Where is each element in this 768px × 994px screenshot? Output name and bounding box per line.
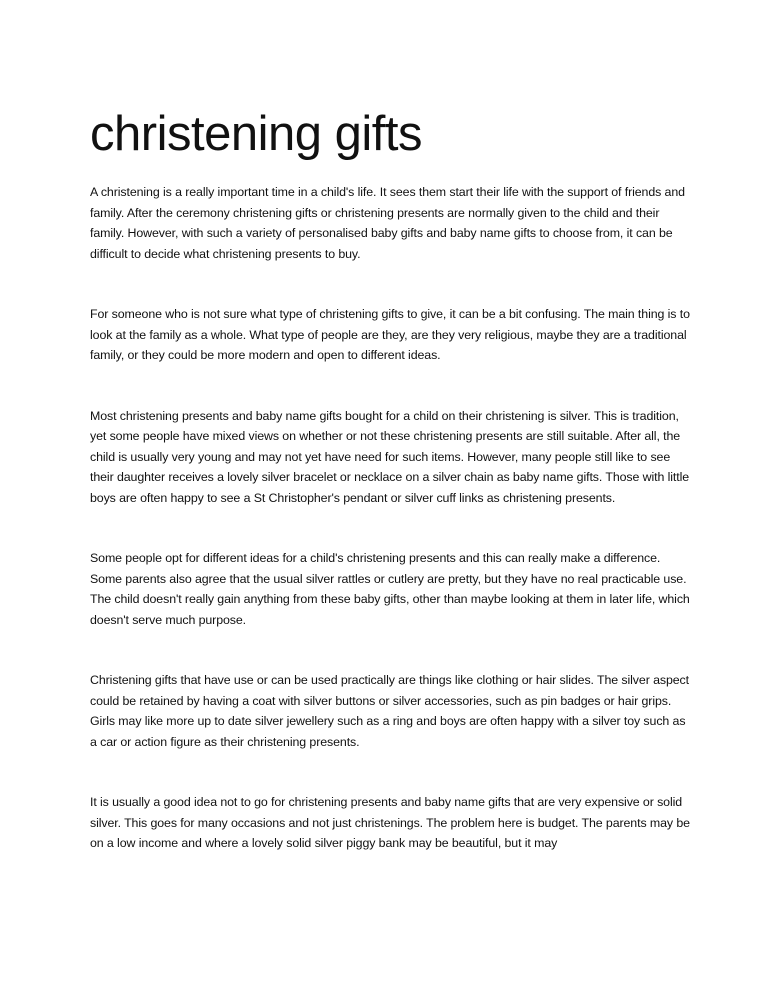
document-title: christening gifts: [90, 107, 422, 161]
paragraph-4: Some people opt for different ideas for a child's christening presents and this can really make a difference. Some parents also agree that the usual silver rattles or cutlery are pretty, but they have no real practicable use. The child doesn't really gain anything from these baby gifts, other than maybe looking at them in later life, which doesn't serve much purpose.: [90, 551, 690, 627]
paragraph-6: It is usually a good idea not to go for christening presents and baby name gifts that are very expensive or solid silver. This goes for many occasions and not just christenings. The problem here is budget. The parents may be on a low income and where a lovely solid silver piggy bank may be beautiful, but it may: [90, 795, 690, 850]
document-body: [90, 103, 690, 894]
paragraph-5: Christening gifts that have use or can be used practically are things like clothing or hair slides. The silver aspect could be retained by having a coat with silver buttons or silver accessories, such as pin badges or hair grips. Girls may like more up to date silver jewellery such as a ring and boys are often happy with a silver toy such as a car or action figure as their christening presents.: [90, 673, 689, 749]
paragraph-2: For someone who is not sure what type of christening gifts to give, it can be a bit confusing. The main thing is to look at the family as a whole. What type of people are they, are they very religious, maybe they are a traditional family, or they could be more modern and open to different ideas.: [90, 307, 690, 362]
paragraph-3: Most christening presents and baby name gifts bought for a child on their christening is silver. This is tradition, yet some people have mixed views on whether or not these christening presents are still suitable. After all, the child is usually very young and may not yet have need for such items. However, many people still like to see their daughter receives a lovely silver bracelet or necklace on a silver chain as baby name gifts. Those with little boys are often happy to see a St Christopher's pendant or silver cuff links as christening presents.: [90, 408, 690, 505]
paragraph-1: A christening is a really important time in a child's life. It sees them start their life with the support of friends and family. After the ceremony christening gifts or christening presents are normally given to the child and their family. However, with such a variety of personalised baby gifts and baby name gifts to choose from, it can be difficult to decide what christening presents to buy.: [90, 185, 685, 261]
